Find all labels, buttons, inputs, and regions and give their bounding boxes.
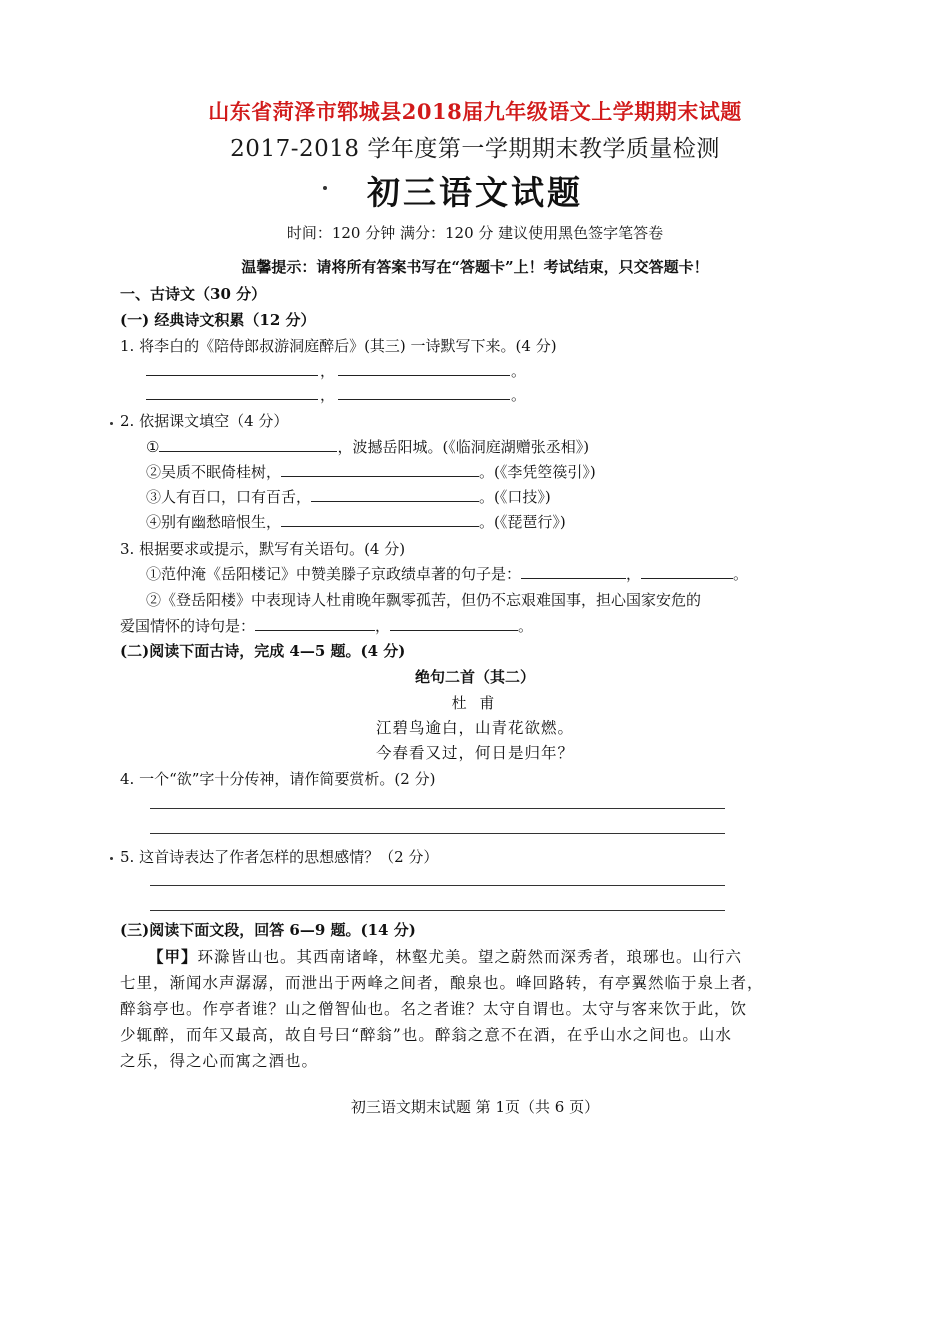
fill-item-prefix: ① — [146, 438, 160, 456]
period: 。 — [518, 617, 534, 635]
q3-item-2-line-2 — [120, 615, 533, 636]
fill-item-suffix: 。(《口技》) — [479, 488, 551, 506]
answer-blank[interactable] — [255, 616, 375, 631]
passage-line-3: 醉翁亭也。作亭者谁？山之僧智仙也。名之者谁？太守自谓也。太守与客来饮于此，饮 — [120, 1000, 748, 1018]
passage-label: 【甲】 — [148, 947, 198, 966]
passage-text: 环滁皆山也。其西南诸峰，林壑尤美。望之蔚然而深秀者，琅琊也。山行六 — [197, 948, 743, 966]
poem-line-1: 江碧鸟逾白，山青花欲燃。 — [375, 719, 574, 737]
passage-line-2: 七里，渐闻水声潺潺，而泄出于两峰之间者，酿泉也。峰回路转，有亭翼然临于泉上者， — [120, 974, 764, 992]
q3-item-2-text: 爱国情怀的诗句是： — [120, 617, 256, 635]
poem-title — [0, 666, 950, 687]
reminder-tip: 温馨提示：请将所有答案书写在“答题卡”上！考试结束，只交答题卡！ — [241, 258, 709, 276]
section-1-title: 一、古诗文（30 分） — [120, 285, 267, 303]
scan-speck — [110, 422, 113, 425]
exam-name: 2017-2018 学年度第一学期期末教学质量检测 — [230, 136, 720, 162]
poem-line-2: 今春看又过，何日是归年？ — [375, 744, 574, 762]
fill-item — [146, 461, 596, 482]
question-3: 3. 根据要求或提示，默写有关语句。(4 分) — [120, 540, 406, 558]
period: 。 — [511, 362, 527, 380]
passage-line-5: 之乐，得之心而寓之酒也。 — [120, 1052, 319, 1070]
fill-item-suffix: ，波撼岳阳城。(《临洞庭湖赠张丞相》) — [337, 438, 590, 456]
answer-blank[interactable] — [521, 564, 626, 579]
answer-blank[interactable] — [641, 564, 733, 579]
answer-line[interactable] — [150, 885, 725, 886]
q3-item-1 — [146, 563, 748, 584]
comma: ， — [375, 617, 391, 635]
comma: ， — [320, 362, 336, 380]
answer-line[interactable] — [150, 833, 725, 834]
q3-item-2-line-1: ②《登岳阳楼》中表现诗人杜甫晚年飘零孤苦，但仍不忘艰难国事，担心国家安危的 — [146, 591, 702, 609]
source-title: 山东省菏泽市郓城县2018届九年级语文上学期期末试题 — [208, 99, 742, 124]
fill-item-prefix: ③人有百口，口有百舌， — [146, 488, 312, 506]
fill-item — [146, 511, 566, 532]
part-1-title: (一) 经典诗文积累（12 分） — [120, 311, 316, 329]
answer-blank[interactable] — [146, 399, 318, 400]
exam-info: 时间：120 分钟 满分：120 分 建议使用黑色签字笔答卷 — [286, 224, 664, 242]
answer-blank[interactable] — [311, 487, 479, 502]
fill-item — [146, 486, 551, 507]
page-footer: 初三语文期末试题 第 1页（共 6 页） — [350, 1098, 600, 1116]
q3-item-1-text: ①范仲淹《岳阳楼记》中赞美滕子京政绩卓著的句子是： — [146, 565, 522, 583]
fill-item-suffix: 。(《琵琶行》) — [479, 513, 566, 531]
comma: ， — [626, 565, 642, 583]
question-4: 4. 一个“欲”字十分传神，请作简要赏析。(2 分) — [120, 770, 436, 788]
answer-blank[interactable] — [281, 512, 479, 527]
period: 。 — [733, 565, 749, 583]
answer-line[interactable] — [150, 910, 725, 911]
question-2: 2. 依据课文填空（4 分） — [120, 412, 289, 430]
fill-item-suffix: 。(《李凭箜篌引》) — [479, 463, 596, 481]
answer-line[interactable] — [150, 808, 725, 809]
question-5: 5. 这首诗表达了作者怎样的思想感情？（2 分） — [120, 848, 439, 866]
answer-blank[interactable] — [338, 375, 510, 376]
fill-item-prefix: ④别有幽愁暗恨生， — [146, 513, 282, 531]
part-3-title: (三)阅读下面文段，回答 6—9 题。(14 分) — [120, 921, 416, 939]
answer-blank[interactable] — [159, 437, 337, 452]
answer-blank[interactable] — [390, 616, 518, 631]
answer-blank[interactable] — [338, 399, 510, 400]
comma: ， — [320, 386, 336, 404]
question-1: 1. 将李白的《陪侍郎叔游洞庭醉后》(其三) 一诗默写下来。(4 分) — [120, 337, 557, 355]
fill-item — [146, 436, 589, 457]
scan-speck — [110, 857, 113, 860]
answer-blank[interactable] — [146, 375, 318, 376]
answer-blank[interactable] — [281, 462, 479, 477]
poem-title-text: 绝句二首（其二） — [414, 668, 535, 686]
fill-item-prefix: ②吴质不眠倚桂树， — [146, 463, 282, 481]
passage-line-1 — [148, 945, 742, 967]
poem-author: 杜 甫 — [451, 694, 499, 712]
page-title: 初三语文试题 — [367, 173, 583, 212]
passage-line-4: 少辄醉，而年又最高，故自号曰“醉翁”也。醉翁之意不在酒，在乎山水之间也。山水 — [120, 1026, 732, 1044]
period: 。 — [511, 386, 527, 404]
part-2-title: (二)阅读下面古诗，完成 4—5 题。(4 分) — [120, 642, 406, 660]
